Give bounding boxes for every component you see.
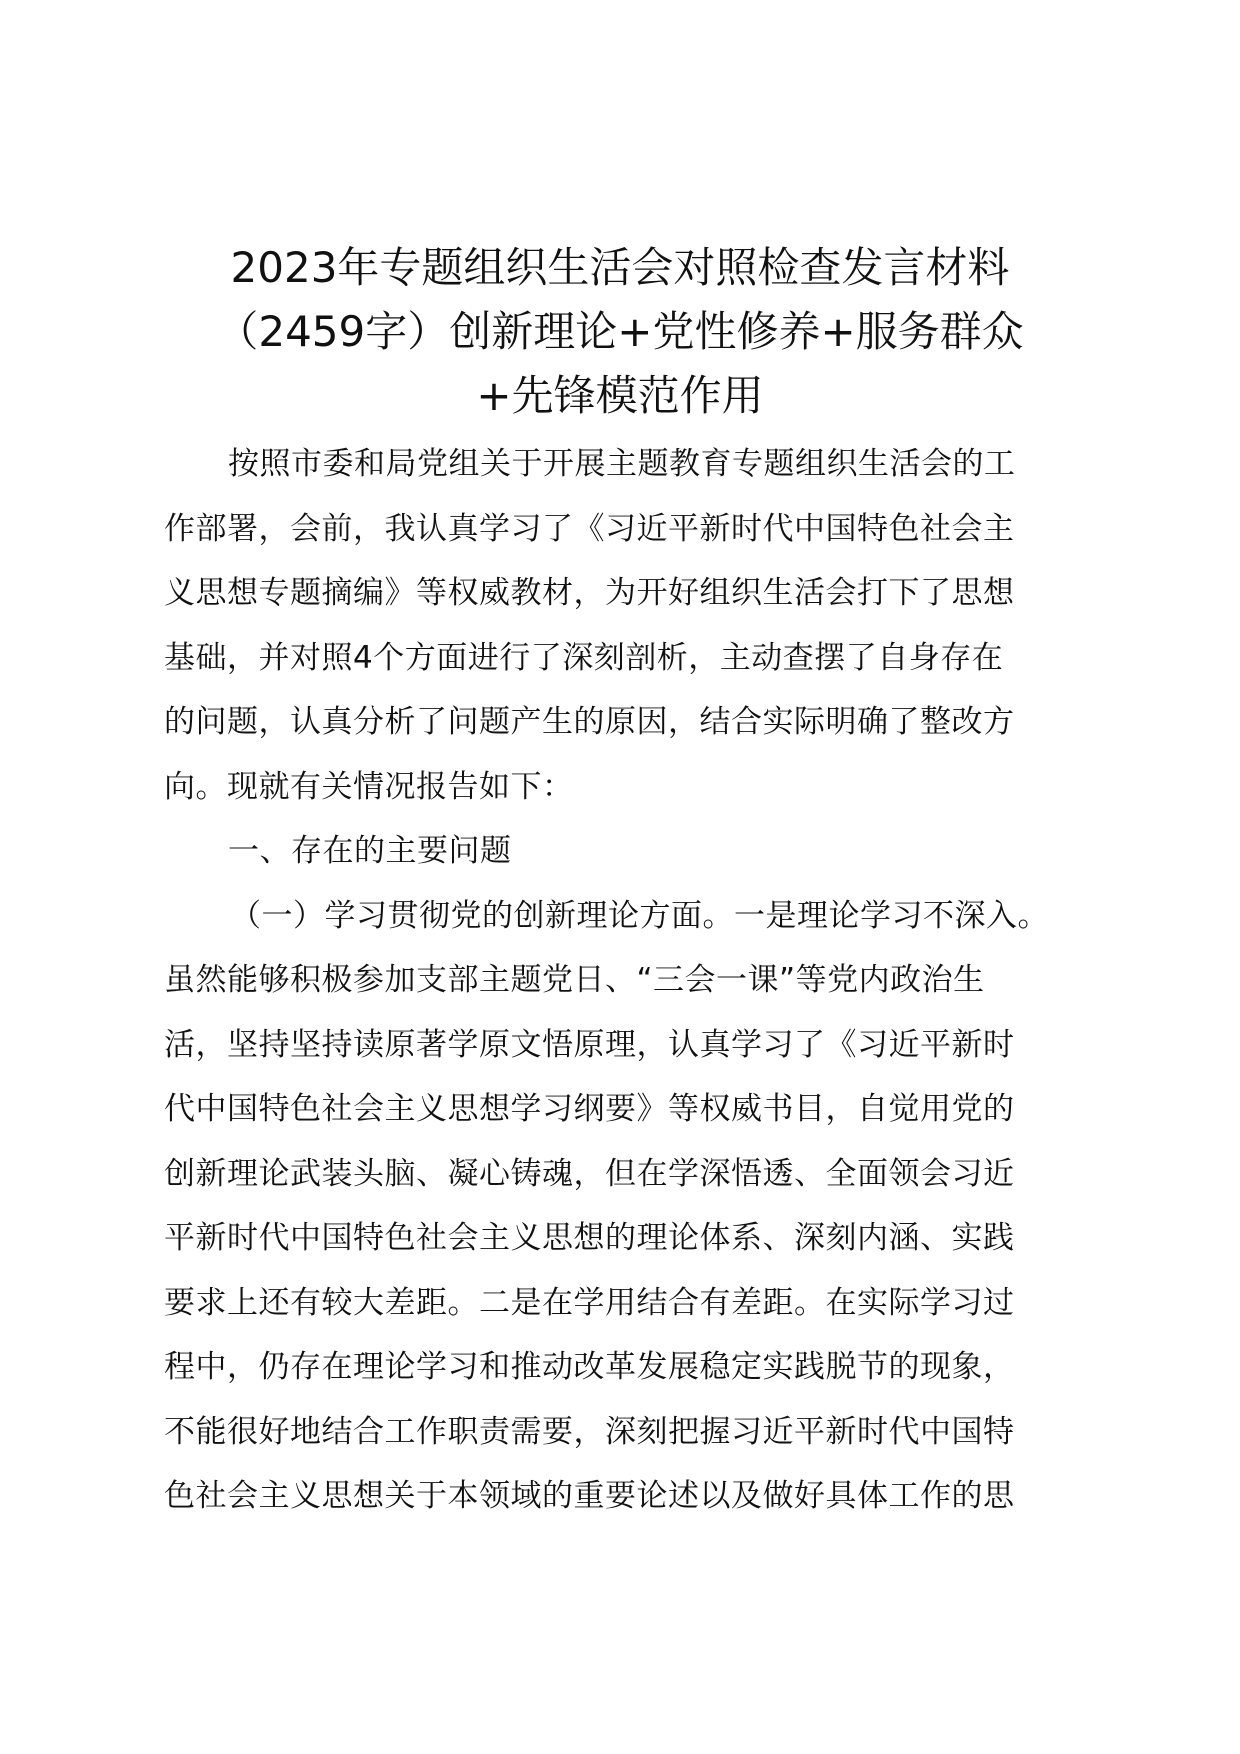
body-line: 不能很好地结合工作职责需要，深刻把握习近平新时代中国特 bbox=[164, 1413, 1015, 1450]
title-line: （2459字）创新理论+党性修养+服务群众 bbox=[216, 307, 1024, 356]
body-line: 色社会主义思想关于本领域的重要论述以及做好具体工作的思 bbox=[164, 1478, 1015, 1514]
title-line: 2023年专题组织生活会对照检查发言材料 bbox=[230, 243, 1010, 292]
body-line: 虽然能够积极参加支部主题党日、“三会一课”等党内政治生 bbox=[164, 962, 985, 998]
document-body bbox=[164, 432, 1094, 1529]
body-line: 作部署，会前，我认真学习了《习近平新时代中国特色社会主 bbox=[164, 510, 1015, 547]
section-heading: 一、存在的主要问题 bbox=[228, 833, 512, 869]
body-line: 基础，并对照4个方面进行了深刻剖析，主动查摆了自身存在 bbox=[164, 639, 1004, 676]
body-line: 创新理论武装头脑、凝心铸魂，但在学深悟透、全面领会习近 bbox=[164, 1155, 1015, 1192]
body-line: 要求上还有较大差距。二是在学用结合有差距。在实际学习过 bbox=[164, 1284, 1015, 1321]
body-line: 义思想专题摘编》等权威教材，为开好组织生活会打下了思想 bbox=[164, 575, 1015, 611]
title-line: +先锋模范作用 bbox=[476, 371, 764, 420]
body-line: 活，坚持坚持读原著学原文悟原理，认真学习了《习近平新时 bbox=[164, 1026, 1015, 1063]
body-line: 平新时代中国特色社会主义思想的理论体系、深刻内涵、实践 bbox=[164, 1220, 1015, 1256]
body-line: 按照市委和局党组关于开展主题教育专题组织生活会的工 bbox=[228, 446, 1016, 482]
body-line: 的问题，认真分析了问题产生的原因，结合实际明确了整改方 bbox=[164, 704, 1015, 740]
body-line: 代中国特色社会主义思想学习纲要》等权威书目，自觉用党的 bbox=[164, 1091, 1015, 1127]
body-line: 向。现就有关情况报告如下： bbox=[164, 768, 574, 805]
subsection-heading-line: （一）学习贯彻党的创新理论方面。一是理论学习不深入。 bbox=[230, 897, 1049, 934]
body-line: 程中，仍存在理论学习和推动改革发展稳定实践脱节的现象， bbox=[164, 1349, 1015, 1385]
document-title bbox=[160, 236, 1080, 428]
